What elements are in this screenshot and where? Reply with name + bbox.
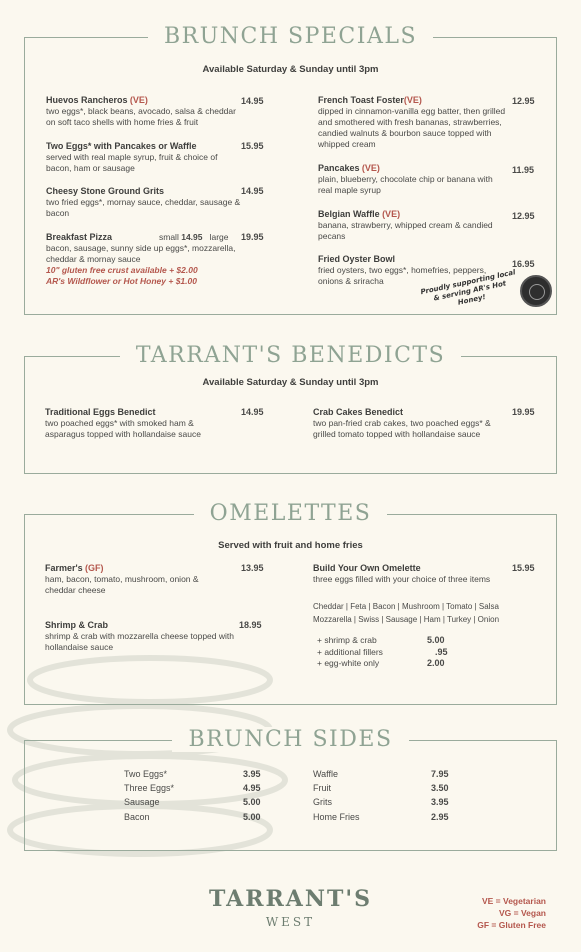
side-item: Fruit bbox=[313, 783, 331, 793]
side-item: Bacon bbox=[124, 812, 150, 822]
omelettes-subtitle: Served with fruit and home fries bbox=[218, 540, 363, 551]
side-price: 3.50 bbox=[431, 783, 449, 793]
menu-item: Shrimp & Crab shrimp & crab with mozzarella cheese topped with hollandaise sauce bbox=[45, 620, 234, 652]
addon-price: 2.00 bbox=[427, 658, 445, 668]
menu-item: Build Your Own Omelette three eggs filled with your choice of three items bbox=[313, 563, 491, 584]
benedicts-title: TARRANT'S BENEDICTS bbox=[120, 343, 461, 368]
fillers-list: Cheddar | Feta | Bacon | Mushroom | Tomato | Salsa Mozzarella | Swiss | Sausage | Ham | Turkey | Onion bbox=[313, 602, 500, 624]
side-price: 3.95 bbox=[243, 769, 261, 779]
side-item: Sausage bbox=[124, 797, 160, 807]
benedicts-section bbox=[24, 343, 557, 474]
menu-item: Pancakes (VE) plain, blueberry, chocolate chip or banana with real maple syrup bbox=[318, 163, 493, 195]
side-item: Grits bbox=[313, 797, 332, 807]
side-item: Home Fries bbox=[313, 812, 360, 822]
benedicts-availability: Available Saturday & Sunday until 3pm bbox=[202, 377, 379, 388]
item-price: 13.95 bbox=[241, 563, 264, 573]
ar-honey-logo-icon bbox=[520, 275, 552, 307]
pizza-sizes: small 14.95 large bbox=[159, 232, 229, 242]
side-price: 3.95 bbox=[431, 797, 449, 807]
menu-item: French Toast Foster(VE) dipped in cinnamon-vanilla egg batter, then grilled and smothered with fresh bananas, strawberries, candied walnuts & bourbon sauce topped with whipped cream bbox=[318, 95, 506, 149]
brand-sub: WEST bbox=[265, 915, 316, 929]
addon-price: 5.00 bbox=[427, 635, 445, 645]
side-price: 7.95 bbox=[431, 769, 449, 779]
addon-row: + shrimp & crab bbox=[317, 635, 377, 645]
side-item: Waffle bbox=[313, 769, 339, 779]
side-item: Three Eggs* bbox=[124, 783, 175, 793]
item-price: 14.95 bbox=[241, 407, 264, 417]
menu-item: Crab Cakes Benedict two pan-fried crab cakes, two poached eggs* & grilled tomato topped with hollandaise sauce bbox=[313, 407, 491, 439]
item-price: 18.95 bbox=[239, 620, 262, 630]
sides-section bbox=[24, 727, 557, 851]
addon-row: + egg-white only bbox=[317, 658, 380, 668]
addon-price: .95 bbox=[435, 647, 448, 657]
menu-item: Belgian Waffle (VE) banana, strawberry, whipped cream & candied pecans bbox=[318, 209, 493, 241]
side-price: 5.00 bbox=[243, 812, 261, 822]
item-price: 14.95 bbox=[241, 96, 264, 106]
brunch-specials-availability: Available Saturday & Sunday until 3pm bbox=[202, 64, 379, 75]
menu-item: Farmer's (GF) ham, bacon, tomato, mushroom, onion & cheddar cheese bbox=[45, 563, 199, 595]
brand-logo: TARRANT'S bbox=[209, 886, 372, 912]
addon-row: + additional fillers bbox=[317, 647, 383, 657]
item-price: 12.95 bbox=[512, 211, 535, 221]
menu-item: Breakfast Pizza bacon, sausage, sunny side up eggs*, mozzarella, cheddar & mornay sauce 10" gluten free crust available + $2.00 AR's Wildflower or Hot Honey + $1.00 bbox=[46, 232, 236, 286]
hot-honey-stamp: Proudly supporting local & serving AR's Hot Honey! bbox=[419, 268, 517, 307]
item-price: 14.95 bbox=[241, 186, 264, 196]
omelettes-section bbox=[24, 501, 557, 705]
item-price: 12.95 bbox=[512, 96, 535, 106]
item-price: 19.95 bbox=[512, 407, 535, 417]
item-price: 19.95 bbox=[241, 232, 264, 242]
menu-item: Traditional Eggs Benedict two poached eggs* with smoked ham & asparagus topped with hollandaise sauce bbox=[45, 407, 201, 439]
item-price: 11.95 bbox=[512, 165, 535, 175]
side-price: 5.00 bbox=[243, 797, 261, 807]
diet-legend: VE = Vegetarian VG = Vegan GF = Gluten Free bbox=[477, 896, 546, 930]
item-price: 15.95 bbox=[512, 563, 535, 573]
menu-item: Huevos Rancheros (VE) two eggs*, black beans, avocado, salsa & cheddar on soft taco shells with home fries & fruit bbox=[46, 95, 236, 127]
brunch-specials-title: BRUNCH SPECIALS bbox=[148, 24, 433, 49]
menu-item: Two Eggs* with Pancakes or Waffle served with real maple syrup, fruit & choice of bacon, ham or sausage bbox=[46, 141, 218, 173]
side-price: 4.95 bbox=[243, 783, 261, 793]
sides-title: BRUNCH SIDES bbox=[172, 727, 408, 752]
omelettes-title: OMELETTES bbox=[194, 501, 388, 526]
menu-item: Fried Oyster Bowl fried oysters, two eggs*, homefries, peppers, onions & sriracha bbox=[318, 254, 487, 286]
item-price: 16.95 bbox=[512, 259, 535, 269]
item-price: 15.95 bbox=[241, 141, 264, 151]
side-price: 2.95 bbox=[431, 812, 449, 822]
side-item: Two Eggs* bbox=[124, 769, 168, 779]
brunch-specials-section bbox=[24, 24, 557, 315]
menu-item: Cheesy Stone Ground Grits two fried eggs*, mornay sauce, cheddar, sausage & bacon bbox=[46, 186, 241, 218]
